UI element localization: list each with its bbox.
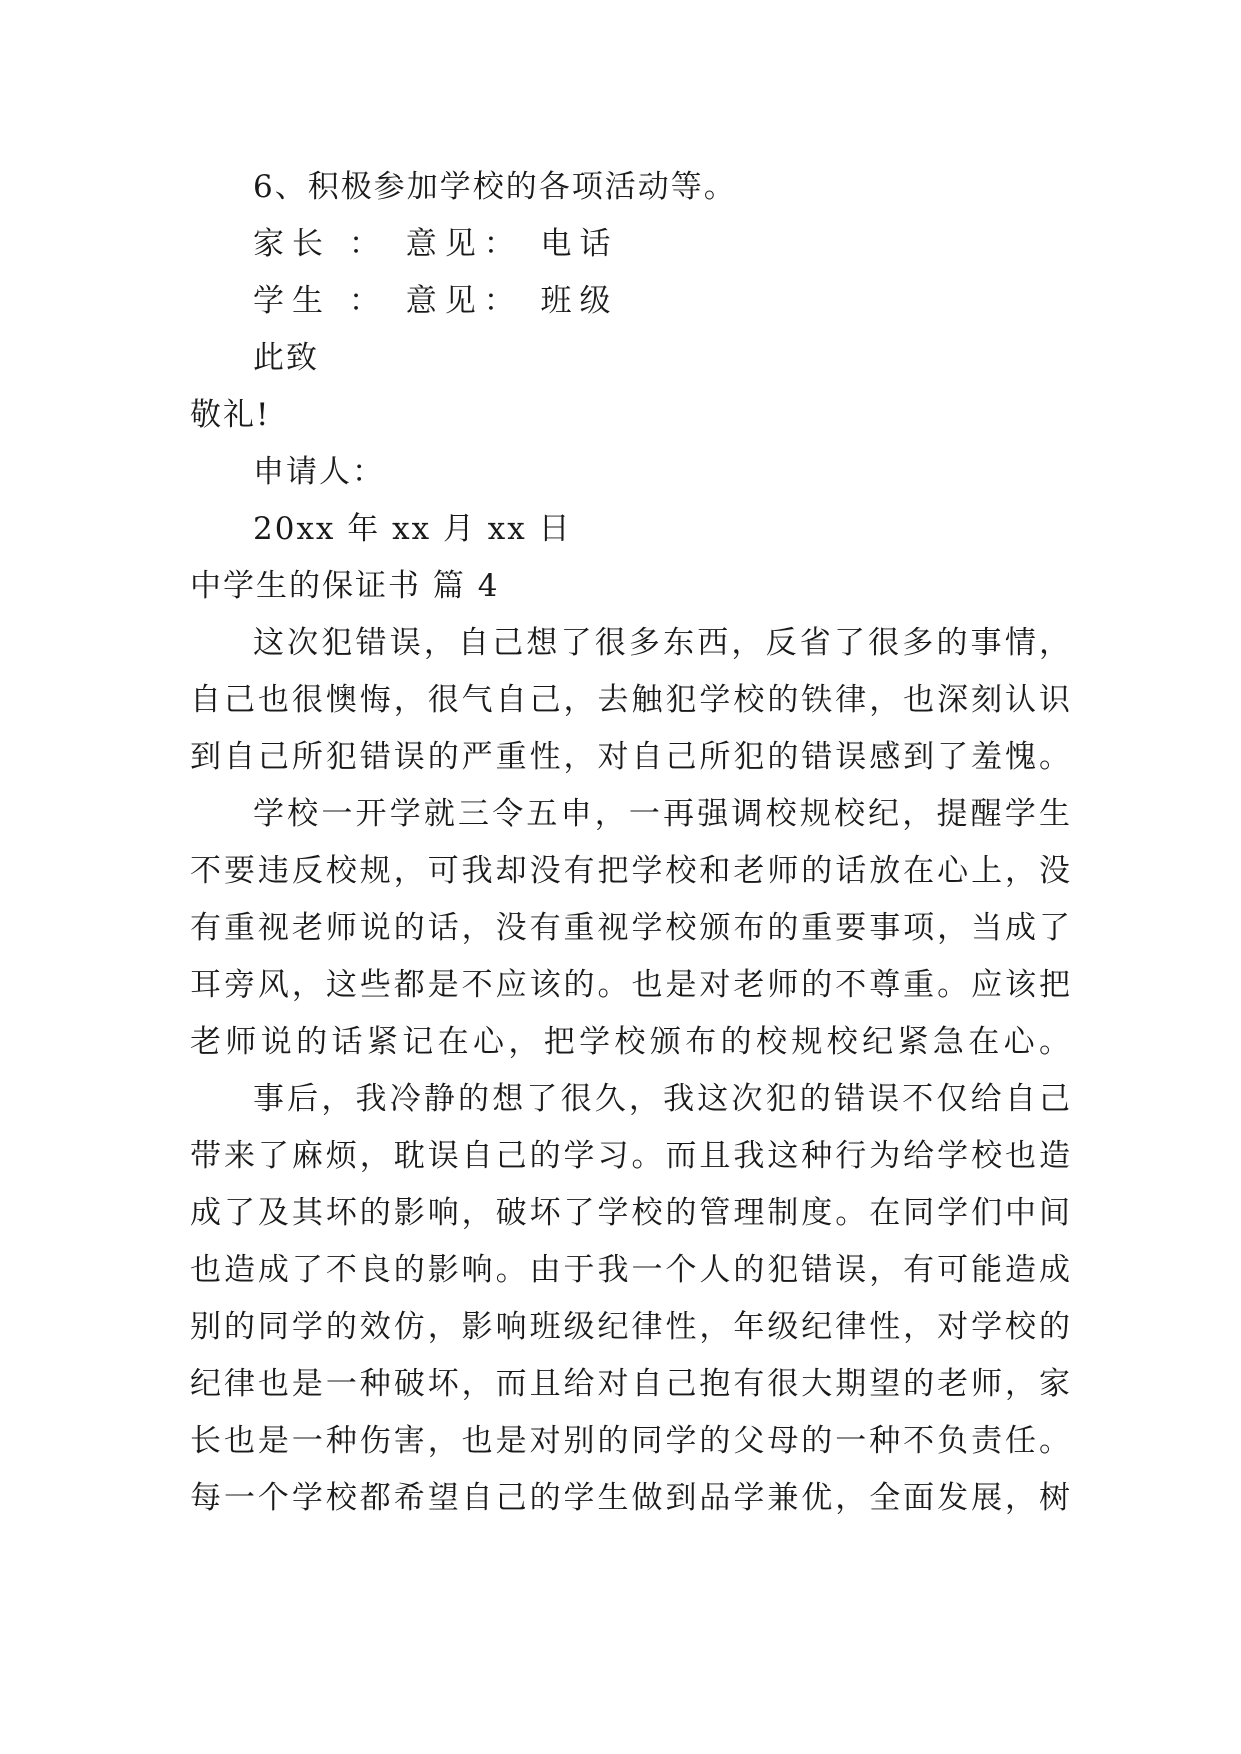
applicant-line: 申请人： — [253, 454, 385, 490]
paragraph-line: 老师说的话紧记在心，把学校颁布的校规校纪紧急在心。 — [190, 1024, 1070, 1060]
paragraph-line: 成了及其坏的影响，破坏了学校的管理制度。在同学们中间 — [190, 1195, 1070, 1231]
paragraph-line: 也造成了不良的影响。由于我一个人的犯错误，有可能造成 — [190, 1252, 1070, 1288]
paragraph-line: 自己也很懊悔，很气自己，去触犯学校的铁律，也深刻认识 — [190, 682, 1070, 718]
paragraph-line: 耳旁风，这些都是不应该的。也是对老师的不尊重。应该把 — [190, 967, 1070, 1003]
item-6-line: 6、积极参加学校的各项活动等。 — [253, 169, 737, 205]
paragraph-line: 学校一开学就三令五申，一再强调校规校纪，提醒学生 — [253, 796, 1070, 832]
salutation-jingli: 敬礼! — [190, 397, 271, 433]
paragraph-line: 事后，我冷静的想了很久，我这次犯的错误不仅给自己 — [253, 1081, 1070, 1117]
paragraph-line: 这次犯错误，自己想了很多东西，反省了很多的事情， — [253, 625, 1070, 661]
paragraph-line: 每一个学校都希望自己的学生做到品学兼优，全面发展，树 — [190, 1480, 1070, 1516]
paragraph-line: 纪律也是一种破坏，而且给对自己抱有很大期望的老师，家 — [190, 1366, 1070, 1402]
salutation-cizhi: 此致 — [253, 340, 319, 376]
paragraph-line: 有重视老师说的话，没有重视学校颁布的重要事项，当成了 — [190, 910, 1070, 946]
paragraph-line: 不要违反校规，可我却没有把学校和老师的话放在心上，没 — [190, 853, 1070, 889]
paragraph-line: 到自己所犯错误的严重性，对自己所犯的错误感到了羞愧。 — [190, 739, 1070, 775]
date-line: 20xx 年 xx 月 xx 日 — [253, 511, 572, 547]
paragraph-line: 带来了麻烦，耽误自己的学习。而且我这种行为给学校也造 — [190, 1138, 1070, 1174]
paragraph-line: 长也是一种伤害，也是对别的同学的父母的一种不负责任。 — [190, 1423, 1070, 1459]
student-opinion-line: 学生 ： 意见： 班级 — [253, 283, 619, 319]
paragraph-line: 别的同学的效仿，影响班级纪律性，年级纪律性，对学校的 — [190, 1309, 1070, 1345]
parent-opinion-line: 家长 ： 意见： 电话 — [253, 226, 619, 262]
section-title: 中学生的保证书 篇 4 — [190, 568, 500, 604]
